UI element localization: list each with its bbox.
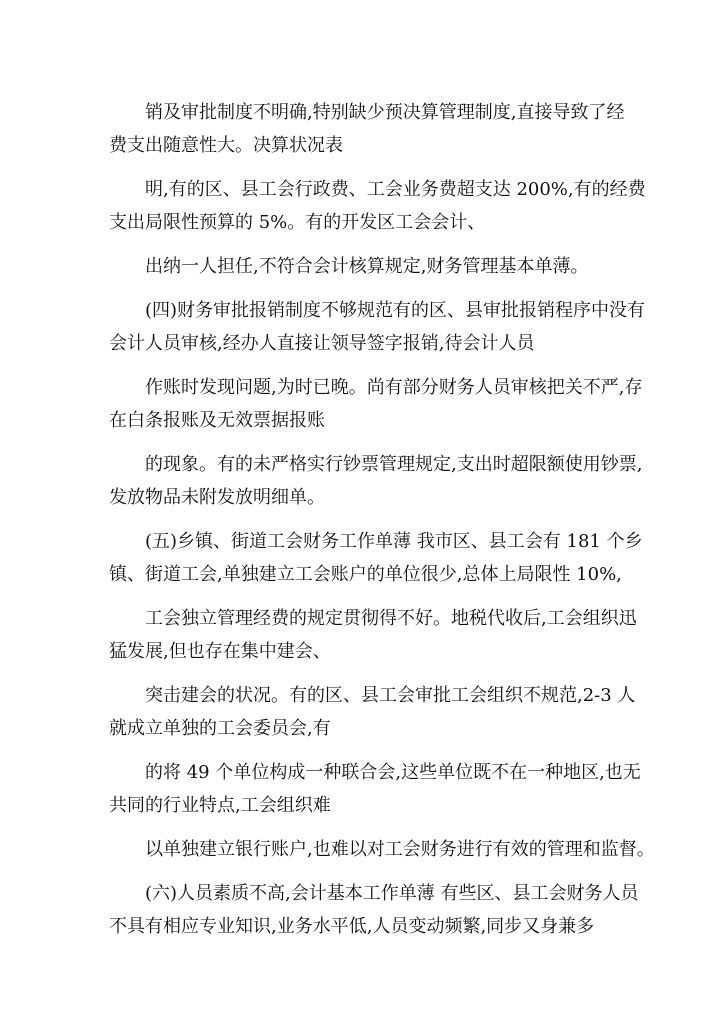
text-line: 不具有相应专业知识,业务水平低,人员变动频繁,同步又身兼多: [109, 916, 595, 937]
text-line: 明,有的区、县工会行政费、工会业务费超支达 200%,有的经费: [145, 179, 646, 200]
text-line: 猛发展,但也存在集中建会、: [109, 641, 331, 662]
document-body: [109, 96, 655, 943]
paragraph: [109, 756, 641, 822]
text-line: 作账时发现问题,为时已晚。尚有部分财务人员审核把关不严,存: [145, 377, 643, 398]
paragraph: [109, 525, 643, 591]
text-line: (四)财务审批报销制度不够规范有的区、县审批报销程序中没有: [145, 300, 646, 321]
text-line: 就成立单独的工会委员会,有: [109, 718, 331, 739]
text-line: 支出局限性预算的 5%。有的开发区工会会计、: [109, 212, 486, 233]
text-line: 的现象。有的未严格实行钞票管理规定,支出时超限额使用钞票,: [145, 454, 643, 475]
text-line: 发放物品未附发放明细单。: [109, 487, 325, 508]
paragraph: [109, 833, 655, 866]
paragraph: [109, 448, 643, 514]
text-line: 的将 49 个单位构成一种联合会,这些单位既不在一种地区,也无: [145, 762, 641, 783]
text-line: 工会独立管理经费的规定贯彻得不好。地税代收后,工会组织迅: [145, 608, 637, 629]
paragraph: [109, 294, 646, 360]
paragraph: [109, 371, 643, 437]
text-line: 销及审批制度不明确,特别缺少预决算管理制度,直接导致了经: [145, 102, 625, 123]
text-line: 突击建会的状况。有的区、县工会审批工会组织不规范,2-3 人: [145, 685, 636, 706]
paragraph: [109, 877, 639, 943]
paragraph: [109, 173, 646, 239]
paragraph: [109, 679, 636, 745]
text-line: (五)乡镇、街道工会财务工作单薄 我市区、县工会有 181 个乡: [145, 531, 643, 552]
text-line: 出纳一人担任,不符合会计核算规定,财务管理基本单薄。: [145, 256, 589, 277]
paragraph: [109, 602, 637, 668]
text-line: 费支出随意性大。决算状况表: [109, 135, 343, 156]
paragraph: [109, 250, 629, 283]
text-line: 在白条报账及无效票据报账: [109, 410, 325, 431]
text-line: 镇、街道工会,单独建立工会账户的单位很少,总体上局限性 10%,: [109, 564, 622, 585]
text-line: 以单独建立银行账户,也难以对工会财务进行有效的管理和监督。: [145, 839, 655, 860]
text-line: 共同的行业特点,工会组织难: [109, 795, 331, 816]
paragraph: [109, 96, 629, 162]
text-line: 会计人员审核,经办人直接让领导签字报销,待会计人员: [109, 333, 535, 354]
text-line: (六)人员素质不高,会计基本工作单薄 有些区、县工会财务人员: [145, 883, 639, 904]
